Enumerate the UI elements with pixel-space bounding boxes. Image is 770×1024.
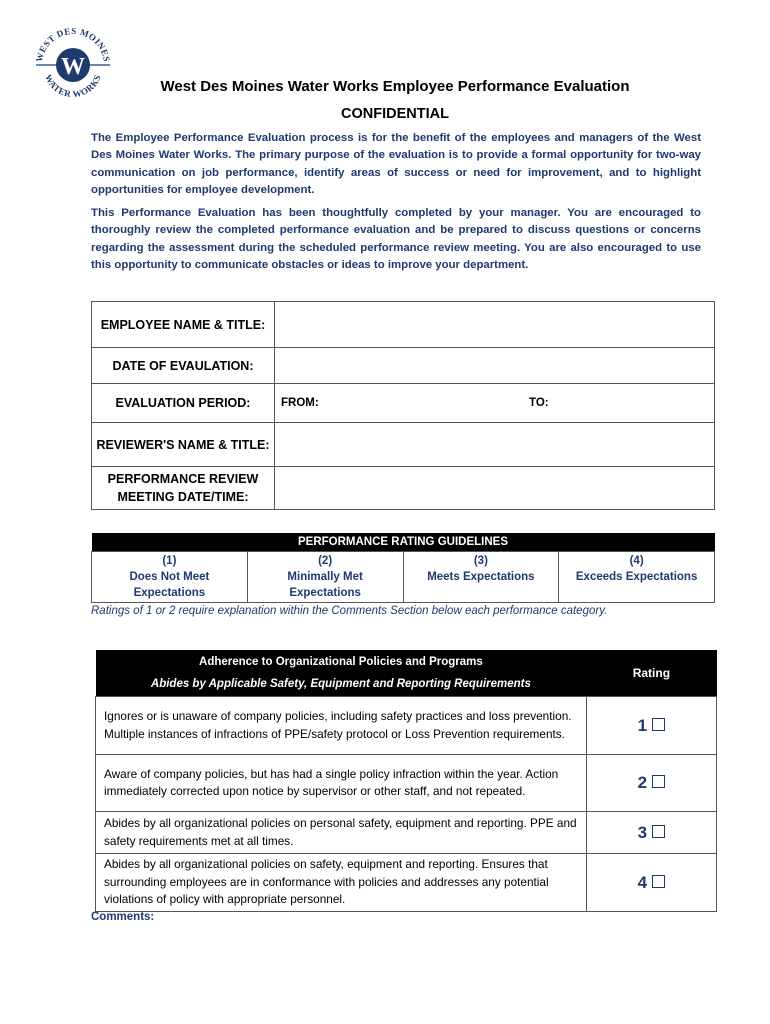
checkbox-icon[interactable] — [652, 875, 665, 888]
logo-bottom-text: WATER WORKS — [43, 72, 103, 100]
rating-description: Abides by all organizational policies on safety, equipment and reporting. Ensures that surrounding employees are in conformance with policies and addresses any potential violations of policy with appropriate personnel. — [96, 854, 587, 912]
to-label: TO: — [529, 397, 549, 409]
checkbox-icon[interactable] — [652, 718, 665, 731]
page-title: West Des Moines Water Works Employee Performance Evaluation — [160, 78, 630, 95]
rating-description: Aware of company policies, but has had a single policy infraction within the year. Action immediately corrected upon notice by supervisor or other staff, and not repeated. — [96, 755, 587, 812]
guideline-level: (3) Meets Expectations — [403, 552, 559, 603]
rating-option-2[interactable]: 2 — [586, 755, 716, 812]
category-rating-table — [95, 650, 717, 912]
evaluation-date-field[interactable] — [275, 348, 715, 384]
logo-top-text: WEST DES MOINES — [33, 25, 112, 63]
intro-paragraph-1: The Employee Performance Evaluation process is for the benefit of the employees and managers of the West Des Moines Water Works. The primary purpose of the evaluation is to provide a formal opportunity for two-way communication on job performance, identify areas of success or need for improvement, and to highlight opportunities for employee development. — [91, 132, 701, 196]
rating-description: Abides by all organizational policies on personal safety, equipment and reporting. PPE and safety requirements met at all times. — [96, 812, 587, 854]
company-logo — [30, 20, 116, 106]
guideline-level: (2) Minimally Met Expectations — [247, 552, 403, 603]
rating-option-3[interactable]: 3 — [586, 812, 716, 854]
evaluation-period-field[interactable] — [275, 384, 715, 423]
guideline-level: (4) Exceeds Expectations — [559, 552, 715, 603]
rating-guidelines-table — [91, 533, 715, 603]
rating-option-4[interactable]: 4 — [586, 854, 716, 912]
guidelines-header: PERFORMANCE RATING GUIDELINES — [92, 533, 715, 552]
meeting-datetime-field[interactable] — [275, 467, 715, 510]
rating-option-1[interactable]: 1 — [586, 697, 716, 755]
employee-name-field[interactable] — [275, 302, 715, 348]
checkbox-icon[interactable] — [652, 775, 665, 788]
category-subtitle: Abides by Applicable Safety, Equipment and Reporting Requirements — [150, 678, 531, 690]
comments-label: Comments: — [91, 911, 155, 923]
evaluation-period-label: EVALUATION PERIOD: — [92, 384, 275, 423]
rating-description: Ignores or is unaware of company policies, including safety practices and loss prevention. Multiple instances of infractions of PPE/safety protocol or Loss Prevention requirements. — [96, 697, 587, 755]
category-header — [96, 650, 587, 697]
intro-paragraph-2: This Performance Evaluation has been thoughtfully completed by your manager. You are encouraged to thoroughly review the completed performance evaluation and be prepared to discuss questions or concerns regarding the assessment during the scheduled performance review meeting. You are also encouraged to use this opportunity to communicate obstacles or ideas to improve your department. — [91, 207, 701, 271]
reviewer-name-field[interactable] — [275, 423, 715, 467]
from-label: FROM: — [281, 397, 319, 409]
confidential-label: CONFIDENTIAL — [341, 106, 449, 122]
checkbox-icon[interactable] — [652, 825, 665, 838]
employee-name-label: EMPLOYEE NAME & TITLE: — [92, 302, 275, 348]
employee-info-table — [91, 301, 715, 510]
logo-letter: W — [61, 54, 85, 80]
meeting-datetime-label: PERFORMANCE REVIEW MEETING DATE/TIME: — [92, 467, 275, 510]
ratings-note: Ratings of 1 or 2 require explanation within the Comments Section below each performance category. — [91, 605, 608, 617]
rating-column-header: Rating — [586, 650, 716, 697]
evaluation-date-label: DATE OF EVAULATION: — [92, 348, 275, 384]
category-title: Adherence to Organizational Policies and Programs — [199, 656, 483, 668]
reviewer-name-label: REVIEWER'S NAME & TITLE: — [92, 423, 275, 467]
guideline-level: (1) Does Not Meet Expectations — [92, 552, 248, 603]
